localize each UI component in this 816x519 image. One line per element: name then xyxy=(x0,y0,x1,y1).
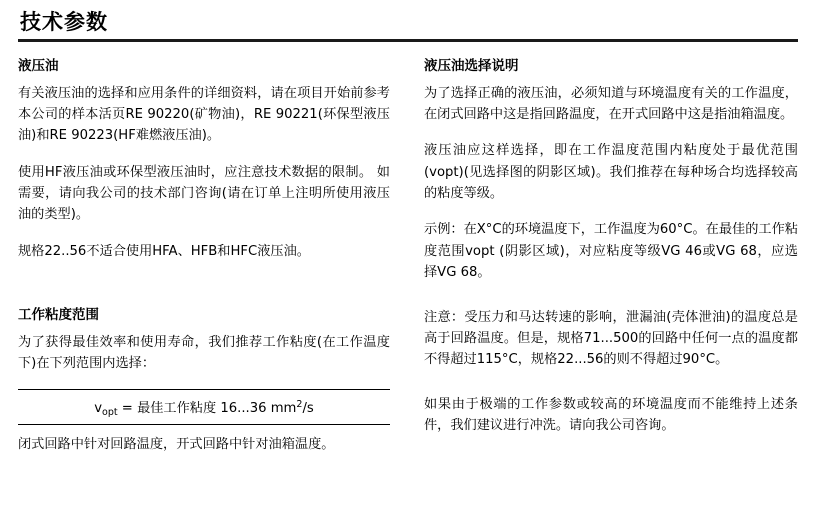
heading-fluid-selection-notes: 液压油选择说明 xyxy=(424,58,519,74)
paragraph-viscosity-intro: 为了获得最佳效率和使用寿命，我们推荐工作粘度(在工作温度下)在下列范围内选择： xyxy=(18,334,390,372)
paragraph-hf-fluid-limits: 使用HF液压油或环保型液压油时，应注意技术数据的限制。 如需要，请向我公司的技术部门咨询(请在订单上注明所使用液压油的类型)。 xyxy=(18,164,390,223)
formula-exponent: 2 xyxy=(296,399,303,411)
paragraph-operating-temperature: 为了选择正确的液压油，必须知道与环境温度有关的工作温度，在闭式回路中这是指回路温度，在开式回路中这是指油箱温度。 xyxy=(424,85,798,122)
paragraph-size-restriction: 规格22..56不适合使用HFA、HFB和HFC液压油。 xyxy=(18,243,310,259)
document-page xyxy=(0,4,816,519)
right-column xyxy=(424,58,798,456)
two-column-layout xyxy=(18,58,798,456)
paragraph-viscosity-footnote: 闭式回路中针对回路温度，开式回路中针对油箱温度。 xyxy=(18,437,335,453)
heading-viscosity-range: 工作粘度范围 xyxy=(18,307,99,324)
section-spacer xyxy=(424,386,798,394)
paragraph-optimum-range: 液压油应这样选择，即在工作温度范围内粘度处于最优范围(vopt)(见选择图的阴影区域)。我们推荐在每种场合均选择较高的粘度等级。 xyxy=(424,143,798,202)
section-spacer xyxy=(424,299,798,307)
left-column xyxy=(18,58,390,456)
paragraph-flushing-advice: 如果由于极端的工作参数或较高的环境温度而不能维持上述条件，我们建议进行冲洗。请向我公司咨询。 xyxy=(424,396,798,434)
formula-text: 最佳工作粘度 16...36 mm xyxy=(137,401,297,417)
page-title: 技术参数 xyxy=(20,10,108,34)
paragraph-example: 示例：在X°C的环境温度下，工作温度为60°C。在最佳的工作粘度范围vopt (阴影区域)，对应粘度等级VG 46或VG 68，应选择VG 68。 xyxy=(424,222,798,281)
title-divider xyxy=(18,39,798,42)
section-spacer xyxy=(18,277,390,307)
formula-equals: = xyxy=(121,401,133,417)
paragraph-fluid-selection-reference: 有关液压油的选择和应用条件的详细资料，请在项目开始前参考本公司的样本活页RE 90220(矿物油)，RE 90221(环保型液压油)和RE 90223(HF难燃液压油)。 xyxy=(18,85,390,144)
formula-symbol-subscript: opt xyxy=(102,407,118,419)
heading-hydraulic-fluid: 液压油 xyxy=(18,58,59,74)
formula-optimum-viscosity xyxy=(18,389,390,425)
formula-symbol: $v_{opt}$ xyxy=(94,401,118,419)
formula-unit-tail: /s xyxy=(302,401,314,417)
paragraph-note-leakage: 注意：受压力和马达转速的影响，泄漏油(壳体泄油)的温度总是高于回路温度。但是，规格71...500的回路中任何一点的温度都不得超过115°C，规格22...56的则不得超过90°C。 xyxy=(424,309,798,368)
